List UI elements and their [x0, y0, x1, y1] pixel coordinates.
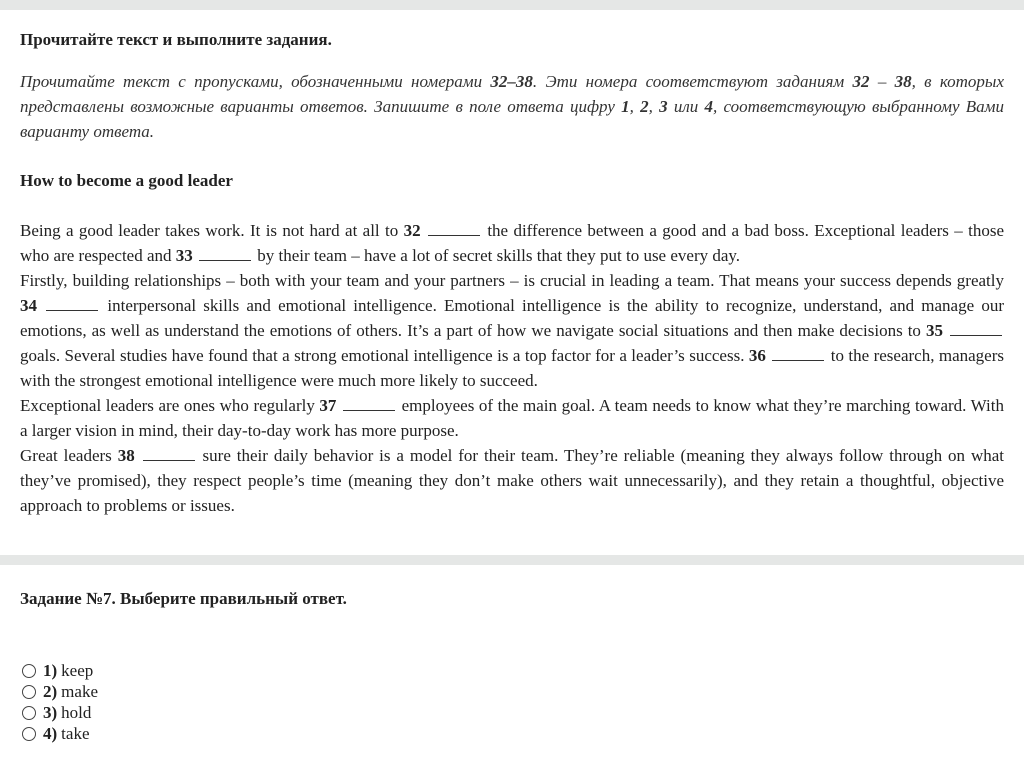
text-title: How to become a good leader: [20, 171, 233, 190]
instruction: [20, 69, 1004, 144]
gap-blank: [950, 321, 1002, 336]
gap-number: 37: [319, 396, 337, 415]
instruction-number: 32: [852, 72, 870, 91]
instruction-text: , в которых представлены возможные варианты ответов. Запишите в поле ответа цифру: [20, 72, 1004, 116]
gap-blank: [199, 246, 251, 261]
radio-button[interactable]: [22, 664, 36, 678]
passage-text: employees of the main goal. A team needs to know what they’re marching toward. With a larger vision in mind, their day-to-day work has more purpose.: [20, 396, 1004, 440]
instruction-sep: ,: [629, 97, 641, 116]
gap-blank: [772, 346, 824, 361]
instruction-digit: 3: [659, 97, 668, 116]
passage-text: to the research, managers with the strongest emotional intelligence were much more likely to succeed.: [20, 346, 1005, 390]
passage-text: goals. Several studies have found that a strong emotional intelligence is a top factor for a leader’s success.: [20, 346, 749, 365]
radio-button[interactable]: [22, 727, 36, 741]
option-number: 3): [43, 702, 58, 722]
instruction-or: или: [667, 97, 705, 116]
passage-text: the difference between a good and a bad boss. Exceptional leaders – those who are respected and: [20, 221, 1004, 265]
instruction-number: 38: [894, 72, 912, 91]
instruction-text: Прочитайте текст с пропусками, обозначенными номерами: [20, 72, 491, 91]
option-number: 4): [43, 723, 58, 743]
gap-number: 35: [925, 321, 943, 340]
gap-number: 32: [403, 221, 421, 240]
radio-button[interactable]: [22, 685, 36, 699]
passage-text: Great leaders: [20, 446, 118, 465]
gap-number: 34: [20, 296, 37, 315]
answer-options: [20, 660, 1004, 744]
instruction-digit: 1: [621, 97, 630, 116]
gap-blank: [428, 221, 480, 236]
text-card: [0, 10, 1024, 555]
paragraph-1: [20, 218, 1004, 268]
task-header: Прочитайте текст и выполните задания.: [20, 30, 332, 49]
passage: [20, 218, 1004, 518]
option-label: make: [61, 681, 98, 701]
instruction-text: . Эти номера соответствуют заданиям: [532, 72, 853, 91]
instruction-digit: 4: [704, 97, 713, 116]
top-band: [0, 0, 1024, 10]
gap-blank: [46, 296, 98, 311]
passage-text: by their team – have a lot of secret skills that they put to use every day.: [253, 246, 741, 265]
question-card: [0, 565, 1024, 744]
answer-option-1[interactable]: [20, 660, 1004, 681]
question-title: Задание №7. Выберите правильный ответ.: [20, 589, 347, 608]
instruction-range: 32–38: [490, 72, 533, 91]
instruction-text: , соответствующую выбранному Вами варианту ответа.: [20, 97, 1005, 141]
divider-band: [0, 555, 1024, 565]
gap-blank: [143, 446, 195, 461]
paragraph-4: [20, 443, 1004, 518]
gap-number: 36: [748, 346, 766, 365]
answer-option-4[interactable]: [20, 723, 1004, 744]
option-number: 1): [43, 660, 58, 680]
gap-blank: [343, 396, 395, 411]
radio-button[interactable]: [22, 706, 36, 720]
option-label: keep: [61, 660, 94, 680]
option-label: hold: [61, 702, 92, 722]
passage-text: sure their daily behavior is a model for their team. They’re reliable (meaning they always follow through on what they’ve promised), they respect people’s time (meaning they don’t make others wait unnecessarily), and they retain a thoughtful, objective approach to problems or issues.: [20, 446, 1005, 515]
passage-text: Firstly, building relationships – both with your team and your partners – is crucial in leading a team. That means your success depends greatly: [20, 271, 1004, 290]
instruction-digit: 2: [640, 97, 649, 116]
gap-number: 33: [175, 246, 193, 265]
passage-text: interpersonal skills and emotional intelligence. Emotional intelligence is the ability to recognize, understand, and manage our emotions, as well as understand the emotions of others. It’s a part of how we navigate social situations and then make decisions to: [20, 296, 1004, 340]
gap-number: 38: [117, 446, 135, 465]
passage-text: Being a good leader takes work. It is not hard at all to: [20, 221, 404, 240]
paragraph-2: [20, 268, 1004, 393]
option-label: take: [61, 723, 90, 743]
paragraph-3: [20, 393, 1004, 443]
answer-option-2[interactable]: [20, 681, 1004, 702]
answer-option-3[interactable]: [20, 702, 1004, 723]
passage-text: Exceptional leaders are ones who regularly: [20, 396, 320, 415]
option-number: 2): [43, 681, 58, 701]
instruction-sep: ,: [648, 97, 660, 116]
instruction-dash: –: [869, 72, 895, 91]
